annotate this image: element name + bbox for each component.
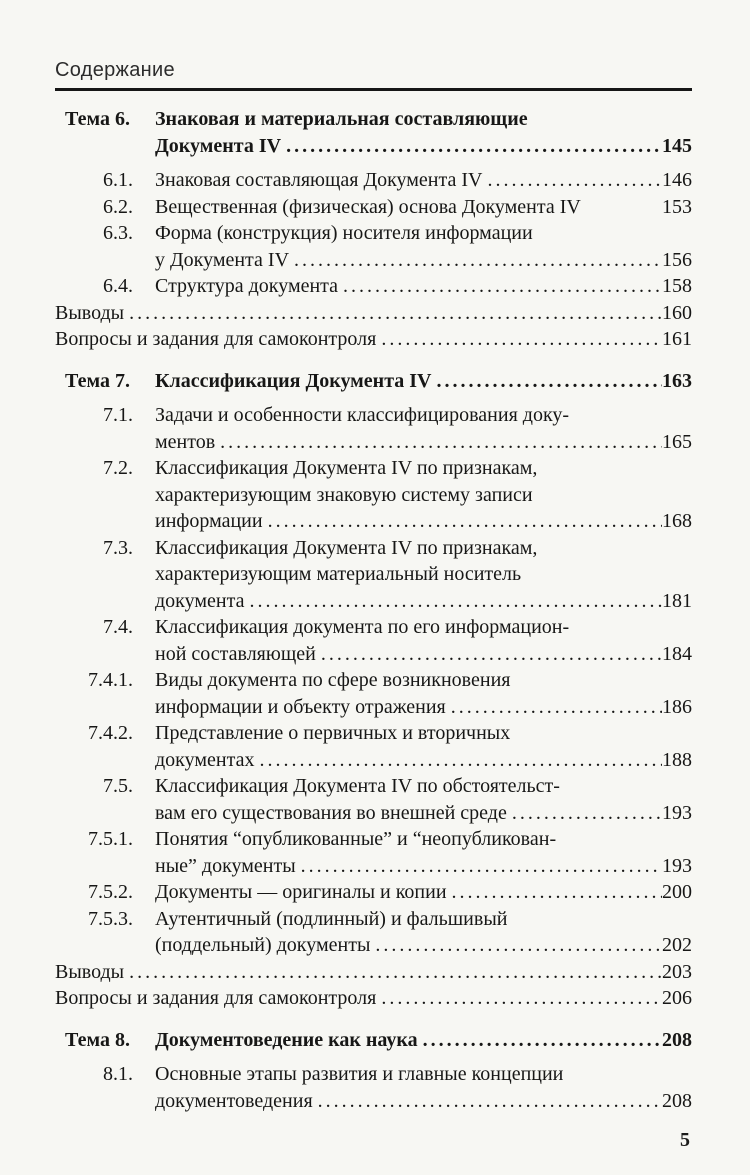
toc-entry-number: 7.5.3. <box>88 907 133 930</box>
toc-line <box>55 588 692 615</box>
toc-entry-number: 7.3. <box>103 536 133 559</box>
toc-entry-page: 160 <box>662 301 692 324</box>
toc-line <box>55 1027 692 1054</box>
toc-line <box>55 906 692 933</box>
dot-leader <box>338 273 662 300</box>
toc-line <box>55 1061 692 1088</box>
toc-line <box>55 247 692 274</box>
toc-entry-title: Документа IV <box>155 134 282 157</box>
toc-entry-page: 208 <box>662 1028 692 1051</box>
toc-entry-title: характеризующим материальный носитель <box>155 563 522 585</box>
toc-entry-title: Понятия “опубликованные” и “неопубликован- <box>155 828 557 850</box>
dot-leader <box>447 879 662 906</box>
book-page <box>55 58 692 1152</box>
toc-entry-number: 6.4. <box>103 275 133 297</box>
dot-leader <box>446 694 662 721</box>
toc-entry-page: 193 <box>662 854 692 877</box>
toc-entry-title: Аутентичный (подлинный) и фальшивый <box>155 907 508 930</box>
toc-entry-page: 161 <box>662 328 692 350</box>
toc-entry-title: документа <box>155 589 245 612</box>
toc-entry-number: 6.3. <box>103 222 133 244</box>
toc-line <box>55 106 692 133</box>
toc-entry-page: 184 <box>662 642 692 665</box>
toc-entry-title: Знаковая составляющая Документа IV <box>155 169 483 191</box>
toc-entry <box>55 326 692 353</box>
toc-entry <box>55 1027 692 1054</box>
toc-entry <box>55 667 692 720</box>
dot-leader <box>215 429 662 456</box>
dot-leader <box>263 508 662 535</box>
dot-leader <box>507 800 662 827</box>
toc-entry <box>55 220 692 273</box>
toc-line <box>55 368 692 395</box>
toc-entry-title: документах <box>155 748 255 771</box>
dot-leader <box>376 326 662 353</box>
toc-line <box>55 167 692 194</box>
toc-entry-title: Классификация Документа IV по обстоятельст- <box>155 775 560 797</box>
toc-entry-page: 158 <box>662 275 692 297</box>
toc-line <box>55 455 692 482</box>
toc-entry-title: Вопросы и задания для самоконтроля <box>55 328 377 350</box>
toc-entry <box>55 106 692 159</box>
toc-entry <box>55 402 692 455</box>
toc-entry <box>55 455 692 535</box>
toc-line <box>55 1088 692 1115</box>
toc-entry-number: 7.4. <box>103 616 133 638</box>
toc-line <box>55 402 692 429</box>
toc-line <box>55 561 692 588</box>
toc-entry-title: информации и объекту отражения <box>155 695 446 718</box>
toc-entry-title: Классификация документа по его информацион- <box>155 616 570 638</box>
toc-entry <box>55 194 692 221</box>
toc-entry-page: 206 <box>662 987 692 1009</box>
toc-line <box>55 273 692 300</box>
toc-line <box>55 959 692 986</box>
running-head: Содержание <box>55 59 175 81</box>
toc-line <box>55 853 692 880</box>
toc-entry-page: 203 <box>662 960 692 983</box>
dot-leader <box>281 133 662 160</box>
toc-entry <box>55 720 692 773</box>
toc-entry-number: 7.2. <box>103 457 133 479</box>
toc-entry-title: Основные этапы развития и главные концепции <box>155 1063 564 1085</box>
toc-entry-title: Выводы <box>55 301 125 324</box>
toc-entry-number: 6.1. <box>103 169 133 191</box>
dot-leader <box>124 300 662 327</box>
dot-leader <box>313 1088 662 1115</box>
toc-line <box>55 667 692 694</box>
toc-entry <box>55 535 692 615</box>
toc-entry-title: Знаковая и материальная составляющие <box>155 108 528 130</box>
toc-entry <box>55 368 692 395</box>
toc-entry-title: Виды документа по сфере возникновения <box>155 669 511 691</box>
toc-entry-number: 7.5.1. <box>88 828 133 850</box>
toc-entry <box>55 273 692 300</box>
toc-entry-title: Структура документа <box>155 275 339 297</box>
header-rule <box>55 88 692 91</box>
toc-entry-title: Классификация Документа IV по признакам, <box>155 536 538 559</box>
toc-entry <box>55 614 692 667</box>
dot-leader <box>482 167 662 194</box>
toc-line <box>55 694 692 721</box>
page-number: 5 <box>680 1129 690 1151</box>
toc-entry-page: 165 <box>662 430 692 453</box>
toc-entry-number: 6.2. <box>103 195 133 218</box>
dot-leader <box>254 747 662 774</box>
toc-entry-page: 200 <box>662 881 692 903</box>
toc-line <box>55 508 692 535</box>
toc-entry-page: 186 <box>662 695 692 718</box>
dot-leader <box>418 1027 662 1054</box>
toc-line <box>55 985 692 1012</box>
toc-line <box>55 747 692 774</box>
toc-entry-number: Тема 7. <box>65 369 130 392</box>
toc-entry-title: Форма (конструкция) носителя информации <box>155 222 533 244</box>
toc-entry-page: 146 <box>662 169 692 191</box>
toc-line <box>55 932 692 959</box>
toc-entry-title: у Документа IV <box>155 248 290 271</box>
toc-entry <box>55 1061 692 1114</box>
toc-line <box>55 879 692 906</box>
toc-entry <box>55 300 692 327</box>
toc-entry-title: характеризующим знаковую систему записи <box>155 483 533 506</box>
toc-line <box>55 641 692 668</box>
toc-entry-page: 202 <box>662 934 692 956</box>
toc-entry-number: 7.5. <box>103 775 133 797</box>
toc-entry-page: 181 <box>662 589 692 612</box>
toc-line <box>55 220 692 247</box>
toc-line <box>55 826 692 853</box>
toc-entry <box>55 879 692 906</box>
toc-entry-title: документоведения <box>155 1089 313 1112</box>
toc-line <box>55 326 692 353</box>
toc-entry <box>55 985 692 1012</box>
toc-entry-number: 7.4.1. <box>88 669 133 691</box>
toc-line <box>55 300 692 327</box>
toc-line <box>55 773 692 800</box>
toc-entry-title: (поддельный) документы <box>155 934 371 956</box>
toc-entry-title: Документы — оригиналы и копии <box>155 881 447 903</box>
toc-entry-page: 168 <box>662 510 692 532</box>
toc-entry-title: Классификация Документа IV <box>155 369 432 392</box>
toc-entry <box>55 167 692 194</box>
toc-line <box>55 800 692 827</box>
toc-entry <box>55 959 692 986</box>
toc-entry-title: Вещественная (физическая) основа Документа IV <box>155 195 581 218</box>
toc-entry-page: 156 <box>662 248 692 271</box>
toc-line <box>55 614 692 641</box>
toc-entry-page: 153 <box>662 195 692 218</box>
dot-leader <box>376 985 662 1012</box>
toc-entry-number: 7.5.2. <box>88 881 133 903</box>
toc-line <box>55 720 692 747</box>
toc-line <box>55 535 692 562</box>
toc-entry-title: ные” документы <box>155 854 296 877</box>
toc-entry-title: информации <box>155 510 263 532</box>
toc-line <box>55 429 692 456</box>
dot-leader <box>296 853 662 880</box>
toc-entry-page: 163 <box>662 369 692 392</box>
dot-leader <box>432 368 662 395</box>
dot-leader <box>124 959 662 986</box>
toc-entry-title: вам его существования во внешней среде <box>155 801 507 824</box>
toc-line <box>55 482 692 509</box>
dot-leader <box>370 932 662 959</box>
toc-entry-number: 7.4.2. <box>88 722 133 744</box>
toc-entry-number: 7.1. <box>103 404 133 426</box>
toc-list <box>55 106 692 1114</box>
toc-entry <box>55 826 692 879</box>
toc-entry <box>55 773 692 826</box>
toc-entry-title: Выводы <box>55 960 125 983</box>
toc-entry-title: Документоведение как наука <box>155 1028 418 1051</box>
toc-entry-page: 208 <box>662 1089 692 1112</box>
toc-entry-number: 8.1. <box>103 1063 133 1085</box>
toc-entry-number: Тема 6. <box>65 108 130 130</box>
toc-entry-number: Тема 8. <box>65 1028 130 1051</box>
toc-entry-title: Вопросы и задания для самоконтроля <box>55 987 377 1009</box>
toc-entry-title: Классификация Документа IV по признакам, <box>155 457 538 479</box>
toc-entry-page: 193 <box>662 801 692 824</box>
toc-line <box>55 194 692 221</box>
toc-entry <box>55 906 692 959</box>
toc-entry-page: 188 <box>662 748 692 771</box>
toc-line <box>55 133 692 160</box>
toc-entry-title: ной составляющей <box>155 642 316 665</box>
dot-leader <box>244 588 662 615</box>
dot-leader <box>289 247 662 274</box>
toc-entry-title: ментов <box>155 430 216 453</box>
toc-entry-title: Представление о первичных и вторичных <box>155 722 511 744</box>
toc-entry-page: 145 <box>662 134 692 157</box>
dot-leader <box>316 641 662 668</box>
toc-entry-title: Задачи и особенности классифицирования доку- <box>155 404 570 426</box>
